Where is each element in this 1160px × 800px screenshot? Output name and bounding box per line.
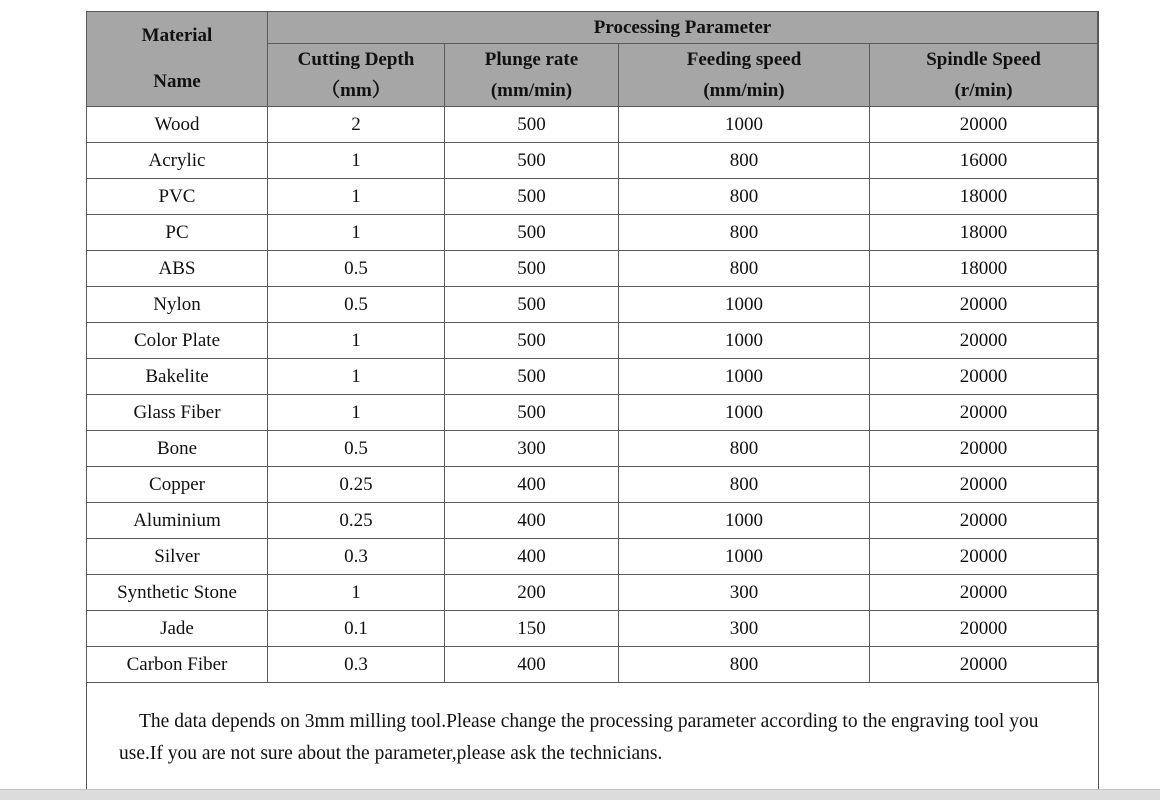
table-row (87, 647, 1098, 683)
table-row (87, 179, 1098, 215)
cutting-depth-cell: 2 (268, 107, 445, 143)
plunge-rate-cell: 400 (445, 467, 619, 503)
feeding-speed-cell: 800 (619, 143, 870, 179)
material-cell: PC (87, 215, 268, 251)
spindle-speed-header-line2: (r/min) (954, 80, 1013, 101)
spindle-speed-cell: 20000 (870, 323, 1098, 359)
spindle-speed-header (870, 44, 1098, 107)
material-header-line1: Material (141, 25, 213, 46)
material-cell: Copper (87, 467, 268, 503)
spindle-speed-cell: 20000 (870, 359, 1098, 395)
table-row (87, 467, 1098, 503)
plunge-rate-header-line2: (mm/min) (490, 80, 573, 101)
plunge-rate-cell: 150 (445, 611, 619, 647)
table-row (87, 107, 1098, 143)
feeding-speed-cell: 1000 (619, 287, 870, 323)
feeding-speed-header-line1: Feeding speed (686, 49, 802, 70)
spindle-speed-cell: 20000 (870, 575, 1098, 611)
plunge-rate-cell: 400 (445, 539, 619, 575)
processing-parameter-header: Processing Parameter (268, 12, 1098, 44)
material-cell: Color Plate (87, 323, 268, 359)
table-row (87, 143, 1098, 179)
table-row (87, 395, 1098, 431)
spindle-speed-cell: 20000 (870, 503, 1098, 539)
material-cell: Silver (87, 539, 268, 575)
cutting-depth-cell: 0.5 (268, 431, 445, 467)
cutting-depth-header (268, 44, 445, 107)
feeding-speed-cell: 1000 (619, 503, 870, 539)
spindle-speed-cell: 20000 (870, 539, 1098, 575)
spindle-speed-cell: 20000 (870, 287, 1098, 323)
material-cell: Bakelite (87, 359, 268, 395)
plunge-rate-cell: 500 (445, 107, 619, 143)
spindle-speed-cell: 18000 (870, 251, 1098, 287)
feeding-speed-cell: 1000 (619, 539, 870, 575)
material-cell: ABS (87, 251, 268, 287)
feeding-speed-header (619, 44, 870, 107)
note-text: The data depends on 3mm milling tool.Please change the processing parameter according to the engraving tool you use.If you are not sure about the parameter,please ask the technicians. (119, 711, 1039, 764)
feeding-speed-cell: 800 (619, 251, 870, 287)
feeding-speed-cell: 1000 (619, 359, 870, 395)
material-cell: Aluminium (87, 503, 268, 539)
cutting-depth-cell: 1 (268, 359, 445, 395)
material-cell: Glass Fiber (87, 395, 268, 431)
cutting-depth-cell: 1 (268, 215, 445, 251)
plunge-rate-cell: 500 (445, 215, 619, 251)
plunge-rate-cell: 400 (445, 503, 619, 539)
plunge-rate-header (445, 44, 619, 107)
table-row (87, 359, 1098, 395)
table-row (87, 575, 1098, 611)
feeding-speed-cell: 300 (619, 611, 870, 647)
material-cell: Carbon Fiber (87, 647, 268, 683)
cutting-depth-cell: 1 (268, 323, 445, 359)
material-cell: Jade (87, 611, 268, 647)
cutting-depth-cell: 0.5 (268, 251, 445, 287)
cutting-depth-cell: 0.25 (268, 503, 445, 539)
spindle-speed-cell: 18000 (870, 179, 1098, 215)
cutting-depth-cell: 0.3 (268, 539, 445, 575)
spindle-speed-cell: 20000 (870, 431, 1098, 467)
feeding-speed-cell: 800 (619, 467, 870, 503)
cutting-depth-cell: 0.5 (268, 287, 445, 323)
feeding-speed-cell: 800 (619, 647, 870, 683)
material-cell: Acrylic (87, 143, 268, 179)
cutting-depth-cell: 0.25 (268, 467, 445, 503)
material-cell: PVC (87, 179, 268, 215)
plunge-rate-cell: 200 (445, 575, 619, 611)
table-row (87, 323, 1098, 359)
table-row (87, 251, 1098, 287)
feeding-speed-cell: 800 (619, 215, 870, 251)
spindle-speed-cell: 16000 (870, 143, 1098, 179)
material-name-header (87, 12, 268, 107)
cutting-depth-header-line1: Cutting Depth (297, 49, 415, 70)
plunge-rate-cell: 500 (445, 143, 619, 179)
table-row (87, 431, 1098, 467)
material-cell: Bone (87, 431, 268, 467)
plunge-rate-header-line1: Plunge rate (484, 49, 579, 70)
feeding-speed-cell: 1000 (619, 395, 870, 431)
feeding-speed-cell: 1000 (619, 107, 870, 143)
bottom-toolbar-strip (0, 789, 1160, 800)
cutting-depth-cell: 0.3 (268, 647, 445, 683)
table-row (87, 611, 1098, 647)
plunge-rate-cell: 500 (445, 179, 619, 215)
feeding-speed-cell: 800 (619, 179, 870, 215)
cutting-depth-cell: 1 (268, 395, 445, 431)
cutting-depth-cell: 0.1 (268, 611, 445, 647)
cutting-depth-cell: 1 (268, 179, 445, 215)
spindle-speed-cell: 18000 (870, 215, 1098, 251)
spindle-speed-cell: 20000 (870, 647, 1098, 683)
plunge-rate-cell: 400 (445, 647, 619, 683)
material-cell: Nylon (87, 287, 268, 323)
plunge-rate-cell: 500 (445, 287, 619, 323)
table-row (87, 539, 1098, 575)
spindle-speed-cell: 20000 (870, 395, 1098, 431)
feeding-speed-cell: 800 (619, 431, 870, 467)
plunge-rate-cell: 500 (445, 395, 619, 431)
spindle-speed-header-line1: Spindle Speed (926, 49, 1041, 70)
table-row (87, 215, 1098, 251)
material-cell: Synthetic Stone (87, 575, 268, 611)
table-row (87, 503, 1098, 539)
table-body (87, 107, 1098, 683)
feeding-speed-header-line2: (mm/min) (703, 80, 785, 101)
cutting-depth-cell: 1 (268, 143, 445, 179)
plunge-rate-cell: 500 (445, 251, 619, 287)
processing-parameter-table (86, 11, 1098, 683)
table-row (87, 287, 1098, 323)
spindle-speed-cell: 20000 (870, 611, 1098, 647)
cutting-depth-cell: 1 (268, 575, 445, 611)
plunge-rate-cell: 300 (445, 431, 619, 467)
feeding-speed-cell: 300 (619, 575, 870, 611)
material-header-line2: Name (153, 71, 201, 92)
note-paragraph (119, 706, 1084, 770)
plunge-rate-cell: 500 (445, 359, 619, 395)
cutting-depth-header-line2: （mm） (321, 80, 391, 101)
spindle-speed-cell: 20000 (870, 467, 1098, 503)
material-cell: Wood (87, 107, 268, 143)
plunge-rate-cell: 500 (445, 323, 619, 359)
feeding-speed-cell: 1000 (619, 323, 870, 359)
spindle-speed-cell: 20000 (870, 107, 1098, 143)
